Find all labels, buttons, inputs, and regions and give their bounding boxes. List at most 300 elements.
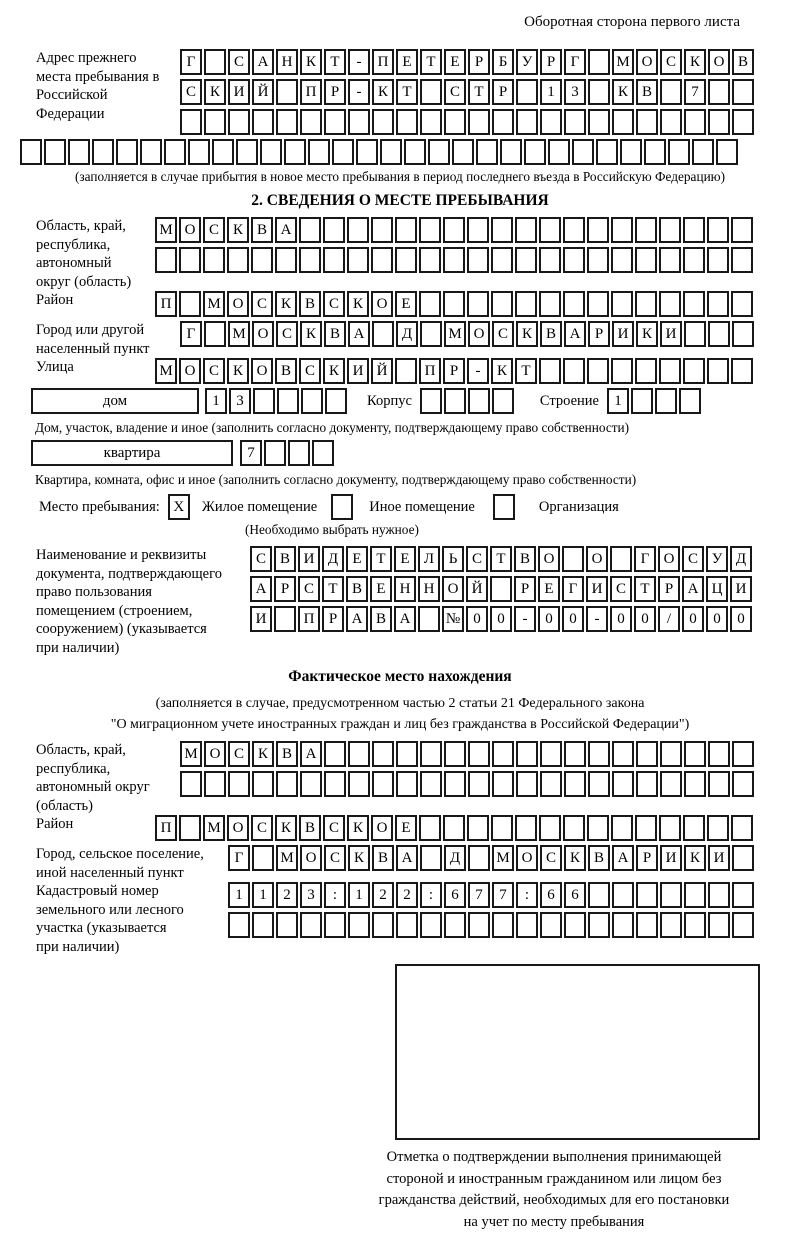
char-box[interactable]: [252, 912, 274, 938]
char-box[interactable]: [540, 771, 562, 797]
char-box[interactable]: 0: [466, 606, 488, 632]
char-box[interactable]: [468, 912, 490, 938]
char-box[interactable]: У: [516, 49, 538, 75]
char-box[interactable]: [716, 139, 738, 165]
char-box[interactable]: [611, 815, 633, 841]
char-box[interactable]: И: [660, 845, 682, 871]
char-box[interactable]: [588, 741, 610, 767]
char-box[interactable]: [708, 771, 730, 797]
char-box[interactable]: [140, 139, 162, 165]
char-box[interactable]: [731, 291, 753, 317]
char-box[interactable]: 1: [348, 882, 370, 908]
char-box[interactable]: /: [658, 606, 680, 632]
char-box[interactable]: 0: [706, 606, 728, 632]
char-box[interactable]: [732, 912, 754, 938]
char-box[interactable]: [467, 291, 489, 317]
char-box[interactable]: [588, 109, 610, 135]
char-box[interactable]: Е: [444, 49, 466, 75]
char-box[interactable]: [684, 109, 706, 135]
char-box[interactable]: О: [227, 291, 249, 317]
char-box[interactable]: [588, 771, 610, 797]
char-box[interactable]: С: [228, 741, 250, 767]
char-box[interactable]: [492, 771, 514, 797]
char-box[interactable]: [587, 291, 609, 317]
char-box[interactable]: [611, 291, 633, 317]
char-box[interactable]: М: [444, 321, 466, 347]
char-box[interactable]: [707, 291, 729, 317]
char-box[interactable]: 0: [562, 606, 584, 632]
char-box[interactable]: Г: [180, 321, 202, 347]
char-box[interactable]: О: [708, 49, 730, 75]
char-box[interactable]: [660, 79, 682, 105]
char-box[interactable]: В: [274, 546, 296, 572]
char-box[interactable]: 3: [229, 388, 251, 414]
char-box[interactable]: [419, 247, 441, 273]
char-box[interactable]: О: [538, 546, 560, 572]
char-box[interactable]: [732, 771, 754, 797]
char-box[interactable]: [540, 109, 562, 135]
char-box[interactable]: [563, 217, 585, 243]
char-box[interactable]: М: [276, 845, 298, 871]
char-box[interactable]: [420, 109, 442, 135]
char-box[interactable]: -: [514, 606, 536, 632]
char-box[interactable]: К: [636, 321, 658, 347]
char-box[interactable]: И: [660, 321, 682, 347]
char-box[interactable]: Т: [634, 576, 656, 602]
char-box[interactable]: М: [180, 741, 202, 767]
char-box[interactable]: [92, 139, 114, 165]
char-box[interactable]: [420, 321, 442, 347]
char-box[interactable]: [180, 109, 202, 135]
char-box[interactable]: О: [658, 546, 680, 572]
char-box[interactable]: К: [372, 79, 394, 105]
char-box[interactable]: Д: [396, 321, 418, 347]
char-box[interactable]: 6: [540, 882, 562, 908]
char-box[interactable]: 0: [634, 606, 656, 632]
char-box[interactable]: [707, 247, 729, 273]
char-box[interactable]: [308, 139, 330, 165]
char-box[interactable]: [684, 882, 706, 908]
char-box[interactable]: [612, 741, 634, 767]
char-box[interactable]: В: [588, 845, 610, 871]
char-box[interactable]: С: [466, 546, 488, 572]
char-box[interactable]: К: [347, 815, 369, 841]
char-box[interactable]: [348, 771, 370, 797]
checkbox-other-premises[interactable]: [331, 494, 353, 520]
char-box[interactable]: :: [324, 882, 346, 908]
char-box[interactable]: Р: [468, 49, 490, 75]
char-box[interactable]: В: [370, 606, 392, 632]
char-box[interactable]: [635, 247, 657, 273]
char-box[interactable]: А: [252, 49, 274, 75]
char-box[interactable]: К: [227, 217, 249, 243]
char-box[interactable]: [660, 882, 682, 908]
char-box[interactable]: [515, 815, 537, 841]
char-box[interactable]: :: [516, 882, 538, 908]
char-box[interactable]: Е: [396, 49, 418, 75]
char-box[interactable]: [587, 358, 609, 384]
char-box[interactable]: [419, 815, 441, 841]
char-box[interactable]: [396, 771, 418, 797]
char-box[interactable]: [516, 771, 538, 797]
char-box[interactable]: [588, 912, 610, 938]
char-box[interactable]: [644, 139, 666, 165]
apartment-type-box[interactable]: квартира: [31, 440, 233, 466]
char-box[interactable]: С: [298, 576, 320, 602]
char-box[interactable]: С: [540, 845, 562, 871]
char-box[interactable]: М: [203, 291, 225, 317]
char-box[interactable]: [420, 912, 442, 938]
char-box[interactable]: И: [730, 576, 752, 602]
char-box[interactable]: Р: [322, 606, 344, 632]
char-box[interactable]: [348, 912, 370, 938]
char-box[interactable]: -: [586, 606, 608, 632]
char-box[interactable]: [635, 217, 657, 243]
char-box[interactable]: П: [155, 815, 177, 841]
char-box[interactable]: 0: [490, 606, 512, 632]
char-box[interactable]: [443, 815, 465, 841]
char-box[interactable]: К: [564, 845, 586, 871]
char-box[interactable]: С: [203, 217, 225, 243]
char-box[interactable]: О: [300, 845, 322, 871]
char-box[interactable]: [679, 388, 701, 414]
char-box[interactable]: О: [252, 321, 274, 347]
char-box[interactable]: [611, 247, 633, 273]
char-box[interactable]: [443, 217, 465, 243]
char-box[interactable]: [264, 440, 286, 466]
char-box[interactable]: Г: [564, 49, 586, 75]
char-box[interactable]: [707, 217, 729, 243]
char-box[interactable]: [588, 882, 610, 908]
char-box[interactable]: [444, 771, 466, 797]
char-box[interactable]: [260, 139, 282, 165]
char-box[interactable]: [563, 815, 585, 841]
char-box[interactable]: [277, 388, 299, 414]
char-box[interactable]: Е: [394, 546, 416, 572]
char-box[interactable]: [516, 741, 538, 767]
char-box[interactable]: В: [540, 321, 562, 347]
char-box[interactable]: В: [299, 291, 321, 317]
char-box[interactable]: [707, 358, 729, 384]
char-box[interactable]: [659, 291, 681, 317]
char-box[interactable]: И: [708, 845, 730, 871]
char-box[interactable]: А: [612, 845, 634, 871]
char-box[interactable]: К: [275, 815, 297, 841]
char-box[interactable]: [516, 912, 538, 938]
char-box[interactable]: [275, 247, 297, 273]
char-box[interactable]: [276, 109, 298, 135]
char-box[interactable]: [300, 771, 322, 797]
char-box[interactable]: [444, 741, 466, 767]
char-box[interactable]: [515, 247, 537, 273]
char-box[interactable]: [444, 912, 466, 938]
char-box[interactable]: [659, 247, 681, 273]
char-box[interactable]: [732, 321, 754, 347]
char-box[interactable]: [635, 358, 657, 384]
char-box[interactable]: М: [612, 49, 634, 75]
char-box[interactable]: [372, 109, 394, 135]
char-box[interactable]: И: [250, 606, 272, 632]
char-box[interactable]: [636, 771, 658, 797]
char-box[interactable]: И: [298, 546, 320, 572]
char-box[interactable]: [179, 815, 201, 841]
char-box[interactable]: П: [298, 606, 320, 632]
char-box[interactable]: К: [612, 79, 634, 105]
char-box[interactable]: Н: [276, 49, 298, 75]
char-box[interactable]: [612, 912, 634, 938]
char-box[interactable]: [683, 815, 705, 841]
char-box[interactable]: Ц: [706, 576, 728, 602]
char-box[interactable]: [588, 49, 610, 75]
char-box[interactable]: [708, 912, 730, 938]
char-box[interactable]: [660, 109, 682, 135]
char-box[interactable]: Р: [636, 845, 658, 871]
char-box[interactable]: У: [706, 546, 728, 572]
char-box[interactable]: К: [204, 79, 226, 105]
char-box[interactable]: [659, 358, 681, 384]
char-box[interactable]: О: [227, 815, 249, 841]
char-box[interactable]: [188, 139, 210, 165]
char-box[interactable]: С: [228, 49, 250, 75]
char-box[interactable]: [610, 546, 632, 572]
char-box[interactable]: [732, 845, 754, 871]
char-box[interactable]: [252, 845, 274, 871]
char-box[interactable]: [204, 49, 226, 75]
char-box[interactable]: [300, 912, 322, 938]
char-box[interactable]: К: [684, 845, 706, 871]
char-box[interactable]: :: [420, 882, 442, 908]
char-box[interactable]: [562, 546, 584, 572]
char-box[interactable]: [419, 217, 441, 243]
char-box[interactable]: Е: [346, 546, 368, 572]
char-box[interactable]: М: [203, 815, 225, 841]
char-box[interactable]: [539, 247, 561, 273]
char-box[interactable]: [68, 139, 90, 165]
char-box[interactable]: С: [323, 291, 345, 317]
char-box[interactable]: 0: [610, 606, 632, 632]
char-box[interactable]: А: [300, 741, 322, 767]
char-box[interactable]: [324, 109, 346, 135]
char-box[interactable]: С: [323, 815, 345, 841]
char-box[interactable]: [348, 741, 370, 767]
char-box[interactable]: К: [684, 49, 706, 75]
char-box[interactable]: [707, 815, 729, 841]
char-box[interactable]: Р: [588, 321, 610, 347]
char-box[interactable]: [323, 247, 345, 273]
char-box[interactable]: К: [252, 741, 274, 767]
char-box[interactable]: И: [612, 321, 634, 347]
char-box[interactable]: [587, 247, 609, 273]
char-box[interactable]: [284, 139, 306, 165]
char-box[interactable]: [564, 912, 586, 938]
char-box[interactable]: К: [300, 49, 322, 75]
char-box[interactable]: Й: [466, 576, 488, 602]
char-box[interactable]: [300, 109, 322, 135]
char-box[interactable]: [635, 815, 657, 841]
char-box[interactable]: Р: [540, 49, 562, 75]
char-box[interactable]: С: [251, 291, 273, 317]
char-box[interactable]: С: [492, 321, 514, 347]
char-box[interactable]: 7: [684, 79, 706, 105]
checkbox-residential[interactable]: X: [168, 494, 190, 520]
char-box[interactable]: П: [419, 358, 441, 384]
char-box[interactable]: [563, 291, 585, 317]
char-box[interactable]: В: [732, 49, 754, 75]
char-box[interactable]: [372, 321, 394, 347]
char-box[interactable]: [708, 79, 730, 105]
char-box[interactable]: К: [347, 291, 369, 317]
char-box[interactable]: [155, 247, 177, 273]
char-box[interactable]: П: [300, 79, 322, 105]
char-box[interactable]: 1: [607, 388, 629, 414]
char-box[interactable]: [324, 741, 346, 767]
char-box[interactable]: Р: [514, 576, 536, 602]
char-box[interactable]: [395, 358, 417, 384]
char-box[interactable]: [227, 247, 249, 273]
char-box[interactable]: [659, 815, 681, 841]
char-box[interactable]: [491, 291, 513, 317]
char-box[interactable]: [612, 771, 634, 797]
char-box[interactable]: [572, 139, 594, 165]
char-box[interactable]: [212, 139, 234, 165]
char-box[interactable]: С: [250, 546, 272, 572]
char-box[interactable]: В: [299, 815, 321, 841]
char-box[interactable]: [324, 912, 346, 938]
char-box[interactable]: [419, 291, 441, 317]
char-box[interactable]: [731, 247, 753, 273]
char-box[interactable]: Т: [322, 576, 344, 602]
char-box[interactable]: И: [586, 576, 608, 602]
char-box[interactable]: С: [299, 358, 321, 384]
char-box[interactable]: Т: [490, 546, 512, 572]
char-box[interactable]: [332, 139, 354, 165]
char-box[interactable]: Ь: [442, 546, 464, 572]
char-box[interactable]: [467, 247, 489, 273]
char-box[interactable]: [324, 771, 346, 797]
char-box[interactable]: [348, 109, 370, 135]
char-box[interactable]: [452, 139, 474, 165]
char-box[interactable]: [323, 217, 345, 243]
char-box[interactable]: А: [346, 606, 368, 632]
char-box[interactable]: О: [371, 291, 393, 317]
char-box[interactable]: [420, 388, 442, 414]
char-box[interactable]: К: [227, 358, 249, 384]
char-box[interactable]: И: [228, 79, 250, 105]
char-box[interactable]: [515, 217, 537, 243]
char-box[interactable]: [708, 321, 730, 347]
char-box[interactable]: 3: [564, 79, 586, 105]
char-box[interactable]: В: [636, 79, 658, 105]
char-box[interactable]: [515, 291, 537, 317]
char-box[interactable]: [428, 139, 450, 165]
char-box[interactable]: [636, 741, 658, 767]
char-box[interactable]: В: [346, 576, 368, 602]
char-box[interactable]: [116, 139, 138, 165]
char-box[interactable]: [491, 247, 513, 273]
char-box[interactable]: [204, 109, 226, 135]
char-box[interactable]: Т: [324, 49, 346, 75]
char-box[interactable]: [611, 358, 633, 384]
char-box[interactable]: В: [324, 321, 346, 347]
char-box[interactable]: -: [348, 79, 370, 105]
char-box[interactable]: [420, 771, 442, 797]
char-box[interactable]: [708, 882, 730, 908]
char-box[interactable]: А: [348, 321, 370, 347]
char-box[interactable]: [164, 139, 186, 165]
char-box[interactable]: [684, 741, 706, 767]
char-box[interactable]: [636, 109, 658, 135]
char-box[interactable]: О: [204, 741, 226, 767]
char-box[interactable]: [659, 217, 681, 243]
char-box[interactable]: [635, 291, 657, 317]
char-box[interactable]: Й: [371, 358, 393, 384]
char-box[interactable]: О: [442, 576, 464, 602]
char-box[interactable]: Д: [444, 845, 466, 871]
char-box[interactable]: [228, 912, 250, 938]
char-box[interactable]: С: [444, 79, 466, 105]
char-box[interactable]: [420, 741, 442, 767]
char-box[interactable]: [396, 912, 418, 938]
char-box[interactable]: [288, 440, 310, 466]
char-box[interactable]: 2: [396, 882, 418, 908]
char-box[interactable]: [683, 358, 705, 384]
char-box[interactable]: [301, 388, 323, 414]
char-box[interactable]: 0: [538, 606, 560, 632]
char-box[interactable]: Т: [420, 49, 442, 75]
checkbox-organization[interactable]: [493, 494, 515, 520]
char-box[interactable]: [660, 912, 682, 938]
char-box[interactable]: [500, 139, 522, 165]
char-box[interactable]: [636, 912, 658, 938]
char-box[interactable]: [731, 358, 753, 384]
char-box[interactable]: [524, 139, 546, 165]
char-box[interactable]: Р: [324, 79, 346, 105]
char-box[interactable]: [347, 217, 369, 243]
char-box[interactable]: 7: [468, 882, 490, 908]
char-box[interactable]: [467, 217, 489, 243]
char-box[interactable]: [492, 741, 514, 767]
char-box[interactable]: [443, 291, 465, 317]
char-box[interactable]: [179, 247, 201, 273]
char-box[interactable]: [683, 217, 705, 243]
char-box[interactable]: [491, 815, 513, 841]
char-box[interactable]: А: [275, 217, 297, 243]
char-box[interactable]: Р: [492, 79, 514, 105]
char-box[interactable]: [660, 771, 682, 797]
char-box[interactable]: 7: [492, 882, 514, 908]
char-box[interactable]: О: [468, 321, 490, 347]
char-box[interactable]: [468, 845, 490, 871]
char-box[interactable]: В: [275, 358, 297, 384]
char-box[interactable]: [540, 741, 562, 767]
char-box[interactable]: [596, 139, 618, 165]
char-box[interactable]: [492, 109, 514, 135]
char-box[interactable]: [684, 321, 706, 347]
char-box[interactable]: [179, 291, 201, 317]
char-box[interactable]: [692, 139, 714, 165]
char-box[interactable]: [564, 741, 586, 767]
char-box[interactable]: О: [586, 546, 608, 572]
char-box[interactable]: [395, 247, 417, 273]
char-box[interactable]: К: [348, 845, 370, 871]
char-box[interactable]: М: [228, 321, 250, 347]
char-box[interactable]: [539, 358, 561, 384]
char-box[interactable]: Р: [274, 576, 296, 602]
char-box[interactable]: [372, 771, 394, 797]
char-box[interactable]: Л: [418, 546, 440, 572]
char-box[interactable]: О: [636, 49, 658, 75]
char-box[interactable]: Е: [370, 576, 392, 602]
